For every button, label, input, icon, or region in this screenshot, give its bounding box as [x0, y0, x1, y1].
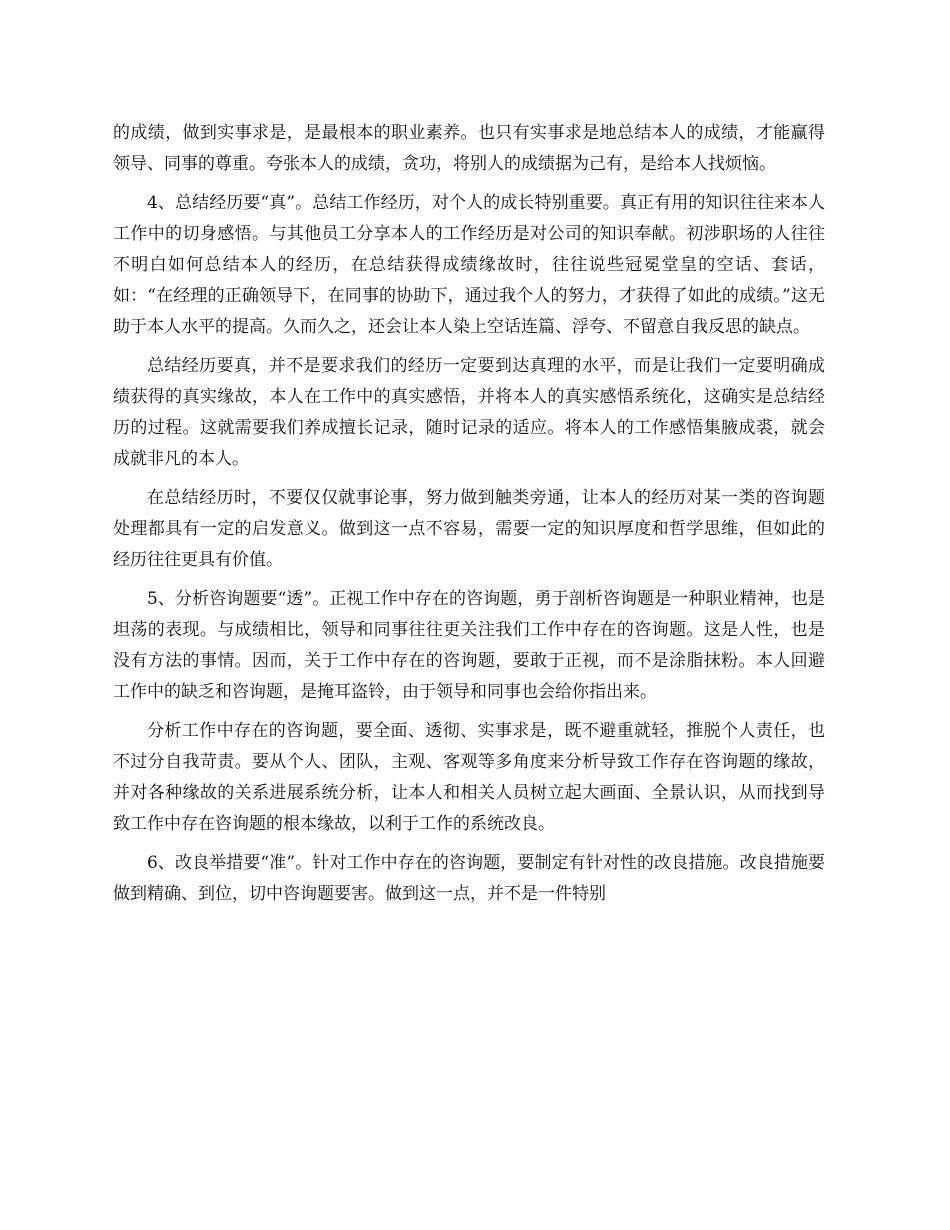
paragraph-4: 在总结经历时，不要仅仅就事论事，努力做到触类旁通，让本人的经历对某一类的咨询题处理都具有一定的启发意义。做到这一点不容易，需要一定的知识厚度和哲学思维，但如此的经历往往更具有价值。 [113, 488, 825, 570]
paragraph-3: 总结经历要真，并不是要求我们的经历一定要到达真理的水平，而是让我们一定要明确成绩获得的真实缘故，本人在工作中的真实感悟，并将本人的真实感悟系统化，这确实是总结经历的过程。这就需要我们养成擅长记录，随时记录的适应。将本人的工作感悟集腋成裘，就会成就非凡的本人。 [113, 356, 825, 469]
document-body [113, 118, 825, 918]
paragraph-2: 4、总结经历要“真”。总结工作经历，对个人的成长特别重要。真正有用的知识往往来本人工作中的切身感悟。与其他员工分享本人的工作经历是对公司的知识奉献。初涉职场的人往往不明白如何总结本人的经历，在总结获得成绩缘故时，往往说些冠冕堂皇的空话、套话，如：“在经理的正确领导下，在同事的协助下，通过我个人的努力，才获得了如此的成绩。”这无助于本人水平的提高。久而久之，还会让本人染上空话连篇、浮夸、不留意自我反思的缺点。 [113, 193, 825, 337]
paragraph-5: 5、分析咨询题要“透”。正视工作中存在的咨询题，勇于剖析咨询题是一种职业精神，也是坦荡的表现。与成绩相比，领导和同事往往更关注我们工作中存在的咨询题。这是人性，也是没有方法的事情。因而，关于工作中存在的咨询题，要敢于正视，而不是涂脂抹粉。本人回避工作中的缺乏和咨询题，是掩耳盗铃，由于领导和同事也会给你指出来。 [113, 589, 825, 702]
paragraph-6: 分析工作中存在的咨询题，要全面、透彻、实事求是，既不避重就轻，推脱个人责任，也不过分自我苛责。要从个人、团队，主观、客观等多角度来分析导致工作存在咨询题的缘故，并对各种缘故的关系进展系统分析，让本人和相关人员树立起大画面、全景认识，从而找到导致工作中存在咨询题的根本缘故，以利于工作的系统改良。 [113, 721, 825, 834]
paragraph-7: 6、改良举措要“准”。针对工作中存在的咨询题，要制定有针对性的改良措施。改良措施要做到精确、到位，切中咨询题要害。做到这一点，并不是一件特别 [113, 853, 825, 904]
paragraph-1: 的成绩，做到实事求是，是最根本的职业素养。也只有实事求是地总结本人的成绩，才能赢得领导、同事的尊重。夸张本人的成绩，贪功，将别人的成绩据为己有，是给本人找烦恼。 [113, 123, 825, 174]
